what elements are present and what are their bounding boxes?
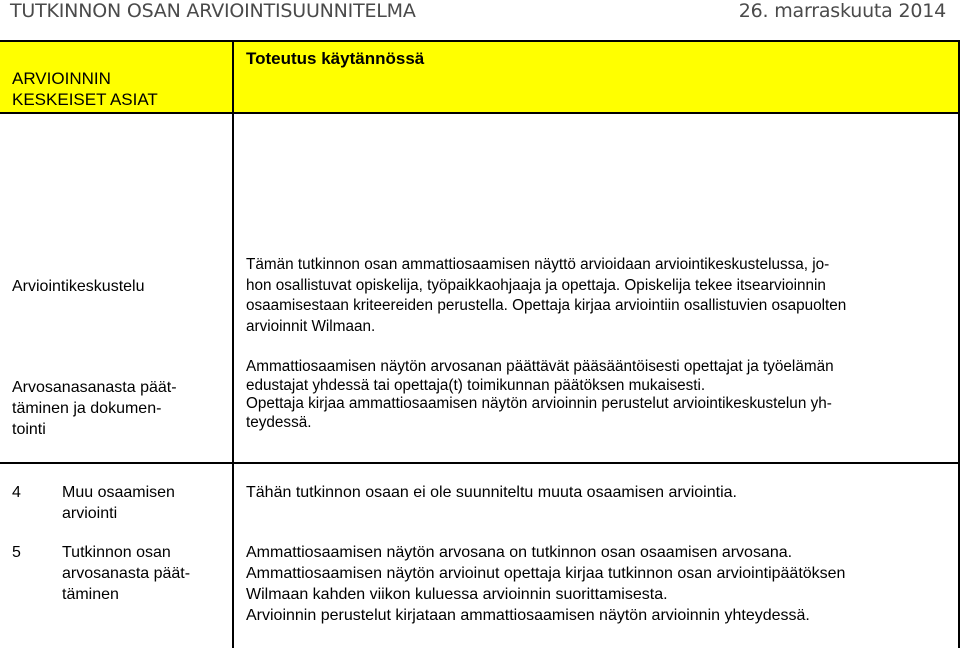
row-text-module-grading: Ammattiosaamisen näytön arvosana on tutkinnon osan osaamisen arvosana. Ammattiosaamisen näytön arvioinut opettaja kirjaa tutkinnon osan arviointipäätöksen Wilmaan kahden viikon kuluessa arvioinnin suorittamisesta. Arvioinnin perustelut kirjataan ammattiosaamisen näytön arvioinnin yhteydessä. [246,544,846,624]
row-text-other-assessment: Tähän tutkinnon osaan ei ole suunniteltu muuta osaamisen arviointia. [246,484,737,501]
col-header-key-points: ARVIOINNIN KESKEISET ASIAT [12,69,158,109]
row-text-assessment-discussion: Tämän tutkinnon osan ammattiosaamisen näyttö arvioidaan arviointikeskustelussa, jo- hon osallistuvat opiskelija, työpaikkaohjaaja ja opettaja. Opiskelija tekee itsearvioinnin osaamisestaan kriteereiden perustella. Opettaja kirjaa arviointiin osallistuvien osapuolten arvioinnit Wilmaan. [246,256,847,335]
row-label-other-assessment [12,482,227,524]
row-number: 4 [12,484,21,501]
document-title: TUTKINNON OSAN ARVIOINTISUUNNITELMA [10,0,416,22]
row-label-module-grading [12,542,227,605]
page-header [0,0,960,40]
row-label-text: Muu osaamisen arviointi [62,484,175,522]
col-header-implementation: Toteutus käytännössä [246,49,425,68]
row-label-assessment-discussion: Arviointikeskustelu [12,278,145,295]
row-label-text: Tutkinnon osan arvosanasta päät- täminen [62,544,191,603]
section-divider [0,462,960,464]
table-border-top [0,40,960,42]
column-divider [232,40,234,648]
header-divider [0,112,960,114]
assessment-table [0,40,960,648]
row-text-grading-documentation: Ammattiosaamisen näytön arvosanan päättävät pääsääntöisesti opettajat ja työelämän edustajat yhdessä tai opettaja(t) toimikunnan päätöksen mukaisesti. Opettaja kirjaa ammattiosaamisen näytön arvioinnin perustelut arviointikeskustelun yh- teydessä. [246,358,834,431]
row-label-grading-documentation: Arvosanasanasta päät- täminen ja dokumen- tointi [12,379,177,438]
row-number: 5 [12,544,21,561]
document-date: 26. marraskuuta 2014 [738,0,946,22]
